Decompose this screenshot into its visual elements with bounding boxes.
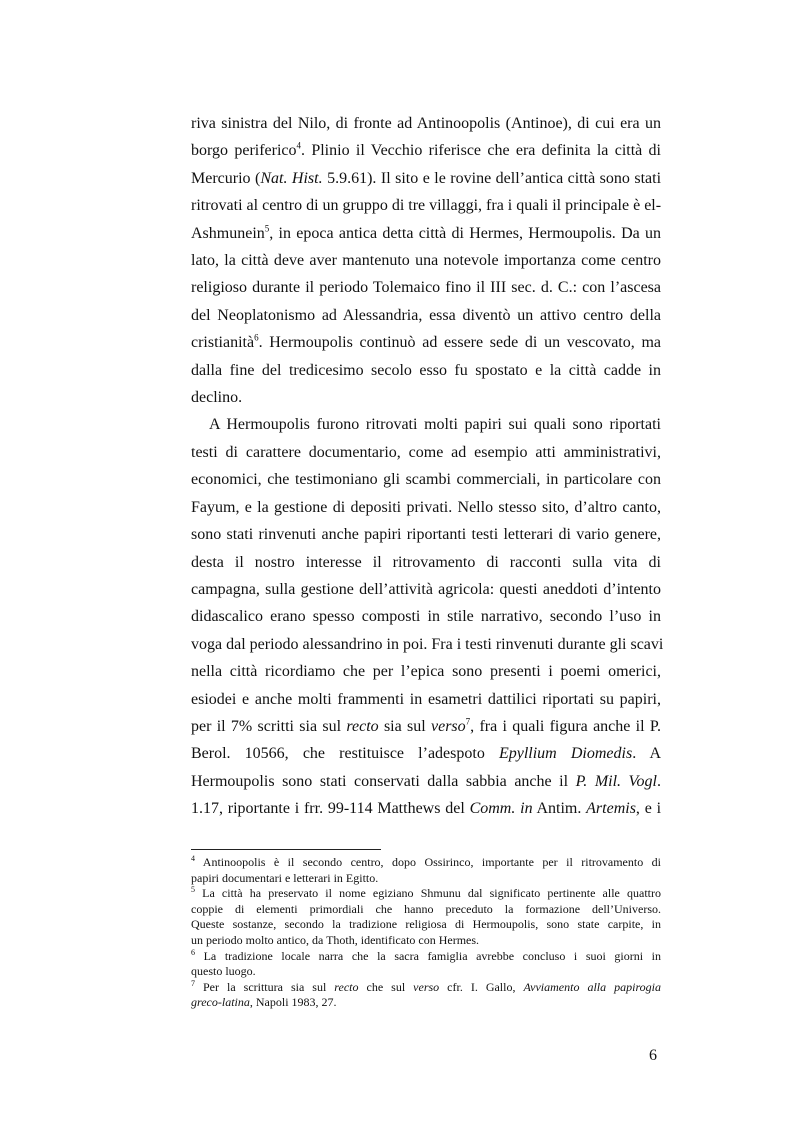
- footnote-number: 7: [191, 978, 195, 988]
- text-line: ritrovati al centro di un gruppo di tre villaggi, fra i quali il principale è el-: [191, 197, 662, 215]
- footnote-number: 6: [191, 947, 195, 957]
- footnote-4: [191, 855, 661, 886]
- text-line: sono stati rinvenuti anche papiri riportanti testi letterari di vario genere,: [191, 526, 661, 544]
- text-line: A Hermoupolis furono ritrovati molti papiri sui quali sono riportati: [209, 416, 661, 434]
- text-line: del Neoplatonismo ad Alessandria, essa diventò un attivo centro della: [191, 306, 661, 324]
- footnote-ref-7[interactable]: 7: [465, 716, 471, 727]
- footnote-6: [191, 949, 661, 980]
- text-line: Hermoupolis sono stati conservati dalla sabbia anche il P. Mil. Vogl.: [191, 772, 662, 790]
- footnote-ref-4[interactable]: 4: [296, 141, 302, 152]
- text-line: borgo periferico$^4$. Plinio il Vecchio riferisce che era definita la città di: [191, 141, 662, 160]
- footnote-ref-6[interactable]: 6: [254, 332, 259, 343]
- paragraph-1: [191, 110, 661, 411]
- text-line: Mercurio (Nat. Hist. 5.9.61). Il sito e le rovine dell’antica città sono stati: [191, 169, 662, 187]
- footnote-line: $^5$ La città ha preservato il nome egiziano Shmunu dal significato pertinente alle quattro: [191, 885, 661, 901]
- text-line: Ashmunein$^5$, in epoca antica detta città di Hermes, Hermoupolis. Da un: [191, 223, 661, 242]
- footnote-line: $^6$ La tradizione locale narra che la sacra famiglia avrebbe concluso i suoi giorni in: [191, 947, 661, 963]
- footnote-5: [191, 886, 661, 948]
- text-line: desta il nostro interesse il ritrovamento di racconti sulla vita di: [191, 553, 661, 571]
- text-line: religioso durante il periodo Tolemaico fino il III sec. d. C.: con l’ascesa: [191, 279, 661, 297]
- footnote-separator: [191, 849, 381, 850]
- footnote-line: $^7$ Per la scrittura sia sul recto che sul verso cfr. I. Gallo, Avviamento alla papirogia: [191, 978, 662, 994]
- footnote-line: $^4$ Antinoopolis è il secondo centro, dopo Ossirinco, importante per il ritrovamento di: [191, 854, 661, 869]
- text-line: per il 7% scritti sia sul recto sia sul verso$^7$, fra i quali figura anche il P.: [191, 716, 662, 735]
- text-line: lato, la città deve aver mantenuto una notevole importanza come centro: [191, 252, 661, 270]
- text-line: nella città ricordiamo che per l’epica sono presenti i poemi omerici,: [191, 663, 661, 681]
- text-line: voga dal periodo alessandrino in poi. Fra i testi rinvenuti durante gli scavi: [191, 635, 664, 653]
- footnote-line: papiri documentari e letterari in Egitto.: [191, 870, 379, 885]
- text-line: riva sinistra del Nilo, di fronte ad Antinoopolis (Antinoe), di cui era un: [191, 115, 661, 132]
- text-line: testi di carattere documentario, come ad esempio atti amministrativi,: [191, 443, 661, 461]
- footnote-line: greco-latina, Napoli 1983, 27.: [191, 995, 337, 1010]
- footnote-line: coppie di elementi primordiali che hanno preceduto la formazione dell’Universo.: [191, 901, 661, 916]
- text-line: cristianità$^6$. Hermoupolis continuò ad essere sede di un vescovato, ma: [191, 332, 661, 352]
- text-line: declino.: [191, 389, 243, 407]
- text-line: 1.17, riportante i frr. 99-114 Matthews del Comm. in Antim. Artemis, e i: [191, 800, 662, 818]
- paragraph-2: [191, 411, 664, 822]
- text-line: campagna, sulla gestione dell’attività agricola: questi aneddoti d’intento: [191, 580, 661, 598]
- text-line: Berol. 10566, che restituisce l’adespoto Epyllium Diomedis. A: [191, 745, 662, 763]
- footnote-number: 4: [191, 854, 195, 863]
- page-number: 6: [649, 1047, 657, 1064]
- text-line: Fayum, e la gestione di depositi privati. Nello stesso sito, d’altro canto,: [191, 498, 661, 516]
- text-line: didascalico erano spesso composti in stile narrativo, secondo l’uso in: [191, 608, 661, 626]
- text-line: economici, che testimoniano gli scambi commerciali, in particolare con: [191, 471, 661, 489]
- main-text: [191, 110, 664, 823]
- footnote-ref-5[interactable]: 5: [264, 223, 270, 234]
- footnote-line: questo luogo.: [191, 964, 256, 979]
- footnote-line: un periodo molto antico, da Thoth, identificato con Hermes.: [191, 932, 480, 947]
- text-line: dalla fine del tredicesimo secolo esso fu spostato e la città cadde in: [191, 361, 661, 379]
- footnotes: [191, 855, 661, 1011]
- footnote-7: [191, 980, 661, 1011]
- footnote-number: 5: [191, 885, 195, 895]
- footnote-line: Queste sostanze, secondo la tradizione religiosa di Hermoupolis, sono state carpite, in: [191, 917, 661, 932]
- text-line: esiodei e anche molti frammenti in esametri dattilici riportati su papiri,: [191, 690, 661, 708]
